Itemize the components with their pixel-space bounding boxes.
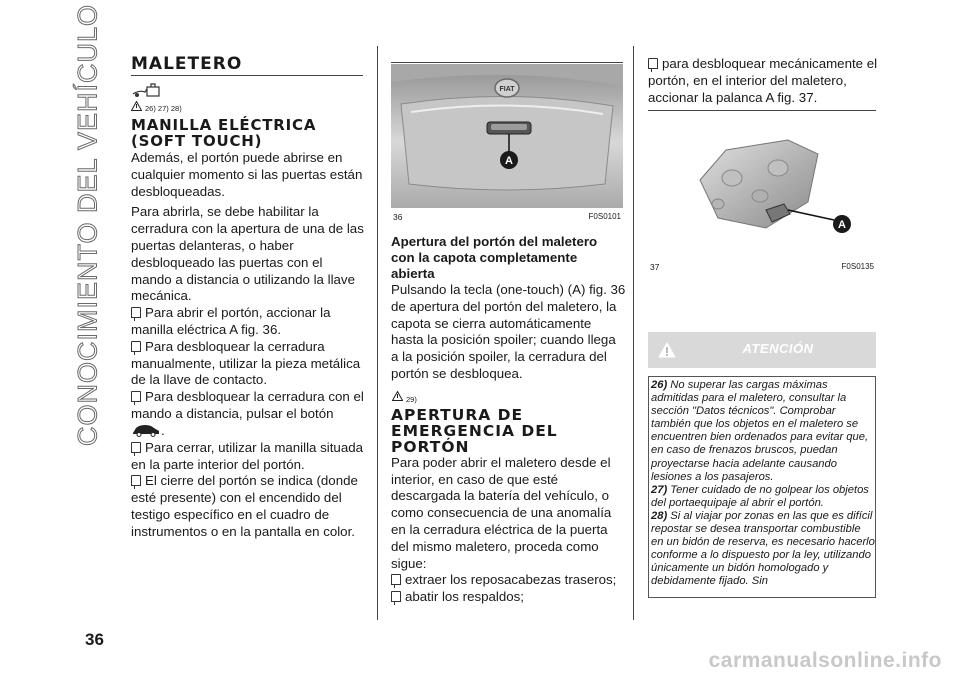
bullet-icon (131, 475, 141, 486)
warning-item-28 (651, 510, 875, 589)
figure-top-rule (648, 110, 876, 111)
side-title-text: CONOCIMIENTO DEL VEHÍCULO (72, 3, 103, 447)
figure-code: F0S0101 (588, 212, 621, 221)
trunk-handle-illustration (391, 64, 623, 208)
bullet-text: Para abrir el portón, accionar la manilla eléctrica A fig. 36. (131, 305, 331, 337)
trunk-icon-row (131, 83, 366, 99)
bullet-item (131, 440, 366, 474)
warning-number: 28) (651, 509, 668, 522)
bullet-text: Para desbloquear la cerradura con el mando a distancia, pulsar el botón (131, 389, 364, 421)
warning-box (648, 332, 876, 596)
warning-item-26 (651, 379, 875, 484)
figure-37 (648, 110, 876, 280)
bullet-text: abatir los respaldos; (405, 589, 524, 605)
warning-title: ATENCIÓN (742, 341, 814, 356)
trunk-symbol-icon (131, 83, 165, 99)
paragraph-1: Además, el portón puede abrirse en cualquier momento si las puertas están desbloqueadas. (131, 150, 363, 199)
paragraph-2: Para abrirla, se debe habilitar la cerradura con la apertura de una de las puertas delanteras, o haber desbloqueado las puertas con el mando a distancia o utilizando la llave mecánica. (131, 204, 364, 304)
warning-text: Tener cuidado de no golpear los objetos del portaequipaje al abrir el portón. (651, 483, 869, 509)
warning-triangle-icon (658, 342, 676, 358)
heading-line-2: con la capota completamente (391, 250, 578, 265)
warning-header (648, 332, 876, 368)
warning-body (648, 376, 876, 598)
bullet-text: El cierre del portón se indica (donde esté presente) con el encendido del testigo específico en el cuadro de instrumentos o en la pantalla en color. (131, 473, 358, 539)
middle-column (391, 234, 626, 606)
emergency-lever-illustration (648, 110, 876, 260)
figure-number: 37 (650, 262, 660, 272)
bullet-text: Para desbloquear la cerradura manualmente, utilizar la pieza metálica de la llave de contacto. (131, 338, 361, 388)
warning-triangle-icon (131, 101, 142, 111)
bullet-item (648, 56, 880, 106)
bullet-text: Para cerrar, utilizar la manilla situada en la parte interior del portón. (131, 439, 364, 472)
subtitle-line-1: MANILLA ELÉCTRICA (131, 116, 317, 134)
heading-2-line-3: PORTÓN (391, 437, 470, 456)
bullet-text: para desbloquear mecánicamente el portón, en el interior del maletero, accionar la palanca A fig. 37. (648, 56, 878, 105)
warning-triangle-icon (392, 391, 403, 401)
bullet-item (391, 572, 626, 589)
figure-code: F0S0135 (841, 262, 874, 271)
car-unlock-icon (131, 423, 161, 437)
heading-2-line-1: APERTURA DE (391, 405, 524, 424)
bullet-icon (391, 574, 401, 585)
bullet-icon (131, 307, 141, 318)
note-refs: 26) 27) 28) (145, 104, 182, 113)
watermark: carmanualsonline.info (708, 649, 942, 672)
paragraph-1: Pulsando la tecla (one-touch) (A) fig. 36 de apertura del portón del maletero, la capota se cierra automáticamente hasta la posición spoiler; cuando llega a la posición spoiler, la cerradura del portón se desbloquea. (391, 282, 626, 381)
subtitle-line-2: (SOFT TOUCH) (131, 132, 263, 150)
bullet-item (131, 305, 366, 339)
warning-number: 26) (651, 379, 668, 391)
figure-36 (391, 64, 623, 222)
bullet-item (131, 389, 366, 423)
figure-top-rule (391, 62, 623, 63)
column-divider-right (633, 46, 634, 620)
key-button-line (131, 423, 366, 440)
bullet-icon (131, 341, 141, 352)
bullet-item (131, 473, 366, 540)
left-column (131, 56, 366, 541)
fiat-badge-text: FIAT (499, 86, 515, 93)
bullet-item (131, 339, 366, 389)
warning-refs-row (131, 99, 366, 117)
note-refs: 29) (406, 394, 417, 404)
heading-line-1: Apertura del portón del maletero (391, 234, 598, 249)
heading-2-line-2: EMERGENCIA DEL (391, 421, 558, 440)
warning-text: No superar las cargas máximas admitidas para el maletero, consultar la sección "Datos técnicos". Comprobar también que los objetos en el maletero se encuentren bien ordenados para evitar que, en caso de frenazos bruscos, puedan proyectarse hacia adelante causando lesiones a los pasajeros. (651, 379, 869, 483)
section-side-title (58, 3, 118, 447)
paragraph-2: Para poder abrir el maletero desde el interior, en caso de que esté descargada la batería del vehículo, o como consecuencia de una anomalía en la cerradura eléctrica de la puerta del mismo maletero, proceda como sigue: (391, 454, 612, 571)
bullet-icon (131, 442, 141, 453)
column-divider-left (377, 46, 378, 620)
page-number: 36 (85, 630, 104, 649)
section-title: MALETERO (131, 54, 243, 74)
bullet-text-end: . (161, 422, 165, 438)
warning-number: 27) (651, 483, 668, 496)
bullet-icon (648, 58, 658, 69)
heading-line-3: abierta (391, 266, 435, 281)
figure-label-a: A (505, 155, 513, 167)
bullet-icon (391, 591, 401, 602)
right-column-top (648, 56, 880, 106)
bullet-icon (131, 391, 141, 402)
figure-label-a: A (838, 219, 846, 231)
warning-item-27 (651, 484, 875, 510)
warning-text: Si al viajar por zonas en las que es difícil repostar se desea transportar combustible en un bidón de reserva, es necesario hacerlo conforme a lo dispuesto por la ley, utilizando únicamente un bidón homologado y debidamente fijado. Sin (651, 509, 875, 588)
bullet-text: extraer los reposacabezas traseros; (405, 572, 617, 588)
title-rule (131, 75, 363, 76)
bullet-item (391, 589, 626, 606)
warning-refs-row (391, 383, 626, 407)
figure-number: 36 (393, 212, 403, 222)
